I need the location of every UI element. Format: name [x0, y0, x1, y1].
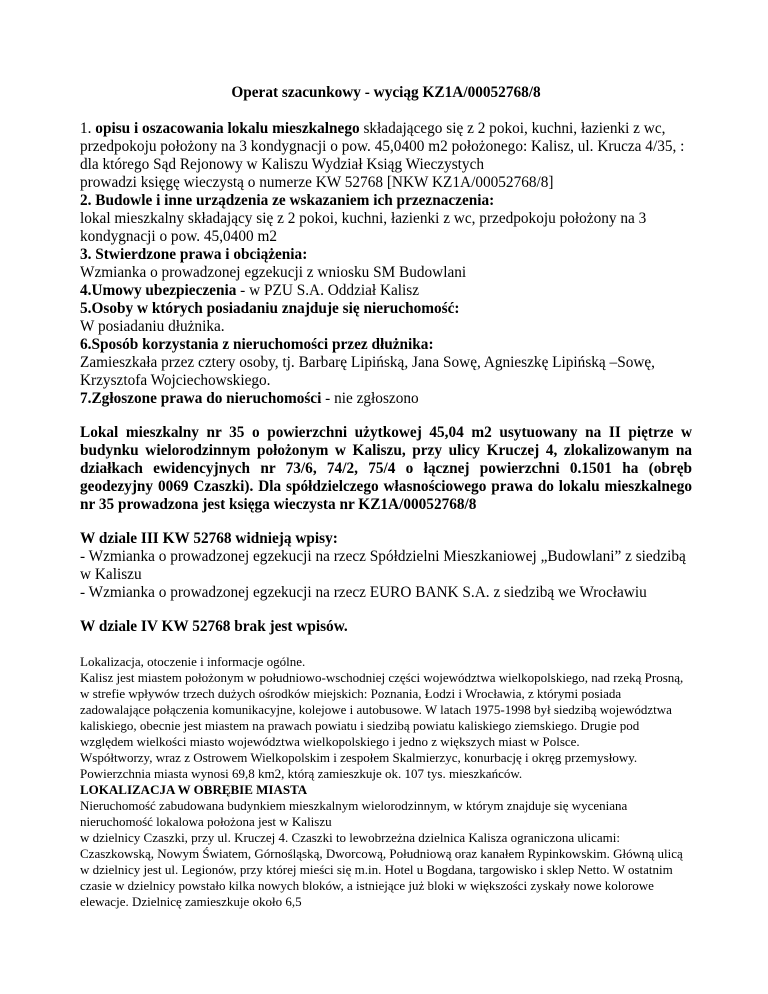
section-5-text: W posiadaniu dłużnika. — [80, 318, 225, 335]
section-1-text: składającego się z 2 pokoi, kuchni, łazienki z wc, przedpokoju położony na 3 kondygnacji o pow. 45,0400 m2 położonego: Kalisz, ul. Krucza 4/35, : — [80, 120, 685, 155]
section-3-heading: 3. Stwierdzone prawa i obciążenia: — [80, 246, 308, 263]
section-4-text: - w PZU S.A. Oddział Kalisz — [236, 282, 420, 299]
dzial-4-heading: W dziale IV KW 52768 brak jest wpisów. — [80, 618, 348, 635]
dzial-3 — [80, 530, 692, 602]
obreb-line-1: Nieruchomość zabudowana budynkiem mieszkalnym wielorodzinnym, w którym znajduje się wyceniana nieruchomość lokalowa położona jest w Kaliszu — [80, 798, 628, 829]
dzial-3-item: - Wzmianka o prowadzonej egzekucji na rzecz Spółdzielni Mieszkaniowej „Budowlani” z siedzibą w Kaliszu — [80, 548, 686, 583]
kalisz-paragraph-1: Kalisz jest miastem położonym w południowo-wschodniej części województwa wielkopolskiego, nad rzeką Prosną, w strefie wpływów trzech dużych ośrodków miejskich: Poznania, Łodzi i Wrocławia, z którymi posiada zadowalające połączenia komunikacyjne, kolejowe i autobusowe. W latach 1975-1998 był siedzibą województwa kaliskiego, obecnie jest miastem na prawach powiatu i siedzibą powiatu kaliskiego ziemskiego. Drugie pod względem wielkości miasto województwa wielkopolskiego i jedno z większych miast w Polsce. — [80, 670, 684, 749]
lokalizacja-section — [80, 654, 692, 910]
section-7 — [80, 390, 692, 408]
section-1-court: dla którego Sąd Rejonowy w Kaliszu Wydział Ksiąg Wieczystych — [80, 156, 485, 173]
section-6-heading: 6.Sposób korzystania z nieruchomości przez dłużnika: — [80, 336, 434, 353]
section-7-text: - nie zgłoszono — [321, 390, 419, 407]
section-1 — [80, 120, 692, 156]
dzial-3-item: - Wzmianka o prowadzonej egzekucji na rzecz EURO BANK S.A. z siedzibą we Wrocławiu — [80, 584, 647, 601]
section-3-text: Wzmianka o prowadzonej egzekucji z wniosku SM Budowlani — [80, 264, 467, 281]
obreb-heading: LOKALIZACJA W OBRĘBIE MIASTA — [80, 782, 308, 797]
lokalizacja-heading: Lokalizacja, otoczenie i informacje ogólne. — [80, 654, 306, 669]
section-6-text: Zamieszkała przez cztery osoby, tj. Barbarę Lipińską, Jana Sowę, Agnieszkę Lipińską –Sowę, Krzysztofa Wojciechowskiego. — [80, 354, 656, 389]
document-title: Operat szacunkowy - wyciąg KZ1A/00052768/8 — [231, 84, 541, 101]
section-1-heading: opisu i oszacowania lokalu mieszkalnego — [95, 120, 360, 137]
section-5-heading: 5.Osoby w których posiadaniu znajduje się nieruchomość: — [80, 300, 460, 317]
section-4-heading: 4.Umowy ubezpieczenia — [80, 282, 237, 299]
section-2-heading: 2. Budowle i inne urządzenia ze wskazaniem ich przeznaczenia: — [80, 192, 495, 209]
section-7-heading: 7.Zgłoszone prawa do nieruchomości — [80, 390, 322, 407]
section-2-text: lokal mieszkalny składający się z 2 pokoi, kuchni, łazienki z wc, przedpokoju położony na 3 kondygnacji o pow. 45,0400 m2 — [80, 210, 647, 245]
kalisz-paragraph-2: Współtworzy, wraz z Ostrowem Wielkopolskim i zespołem Skalmierzyc, konurbację i okręg przemysłowy. Powierzchnia miasta wynosi 69,8 km2, którą zamieszkuje ok. 107 tys. mieszkańców. — [80, 750, 638, 781]
section-list — [80, 120, 692, 408]
obreb-line-2: w dzielnicy Czaszki, przy ul. Kruczej 4. Czaszki to lewobrzeżna dzielnica Kalisza ograniczona ulicami: Czaszkowską, Nowym Światem, Górnośląską, Dworcową, Południową oraz kanałem Rypinkowskim. Główną ulicą w dzielnicy jest ul. Legionów, przy której mieści się m.in. Hotel u Bogdana, targowisko i sklep Netto. W ostatnim czasie w dzielnicy powstało kilka nowych bloków, a istniejące już bloki w większości zyskały nowe kolorowe elewacje. Dzielnicę zamieszkuje około 6,5 — [80, 830, 683, 909]
lokal-paragraph: Lokal mieszkalny nr 35 o powierzchni użytkowej 45,04 m2 usytuowany na II piętrze w budynku wielorodzinnym położonym w Kaliszu, przy ulicy Kruczej 4, zlokalizowanym na działkach ewidencyjnych nr 73/6, 74/2, 75/4 o łącznej powierzchni 0.1501 ha (obręb geodezyjny 0069 Czaszki). Dla spółdzielczego własnościowego prawa do lokalu mieszkalnego nr 35 prowadzona jest księga wieczysta nr KZ1A/00052768/8 — [80, 424, 692, 513]
document-page — [80, 84, 692, 910]
section-4 — [80, 282, 692, 300]
section-1-number: 1. — [80, 120, 96, 137]
dzial-3-heading: W dziale III KW 52768 widnieją wpisy: — [80, 530, 338, 547]
section-1-register: prowadzi księgę wieczystą o numerze KW 52768 [NKW KZ1A/00052768/8] — [80, 174, 554, 191]
